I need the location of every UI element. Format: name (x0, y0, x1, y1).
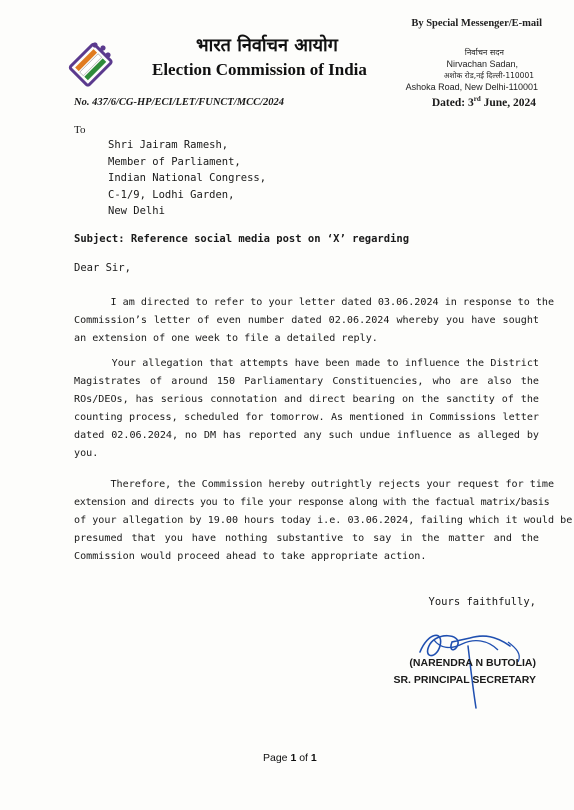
body-paragraph-3 (74, 476, 573, 566)
body-paragraph-2 (74, 355, 539, 463)
address-hindi-line1: निर्वाचन सदन (464, 48, 504, 57)
address-hindi-line2: अशोक रोड,नई दिल्ली-110001 (443, 71, 534, 80)
address-english-line2: Ashoka Road, New Delhi-110001 (405, 82, 538, 92)
subject-line: Subject: Reference social media post on ‘X’ regarding (74, 233, 410, 245)
paragraph-line: an extension of one week to file a detailed reply. (74, 333, 378, 344)
org-name-english: Election Commission of India (152, 60, 367, 79)
paragraph-line: Your allegation that attempts have been made to influence the District (74, 358, 539, 369)
address-english-line1: Nirvachan Sadan, (446, 59, 518, 69)
recipient-line: C-1/9, Lodhi Garden, (108, 188, 235, 201)
paragraph-line: dated 02.06.2024, no DM has reported any such undue influence as alleged by (74, 430, 539, 441)
to-label: To (74, 124, 86, 136)
paragraph-line: extension and directs you to file your response along with the factual matrix/basis (74, 497, 550, 508)
signatory-title: SR. PRINCIPAL SECRETARY (393, 674, 536, 686)
org-name-hindi: भारत निर्वाचन आयोग (196, 35, 338, 56)
paragraph-line: Magistrates of around 150 Parliamentary Constituencies, who are also the (74, 376, 539, 387)
letter-date: Dated: 3rd June, 2024 (431, 95, 536, 109)
signatory-name: (NARENDRA N BUTOLIA) (409, 657, 536, 669)
paragraph-line: I am directed to refer to your letter dated 03.06.2024 in response to the (74, 297, 555, 308)
paragraph-line: presumed that you have nothing substantive to say in the matter and the (74, 533, 539, 544)
paragraph-line: of your allegation by 19.00 hours today i.e. 03.06.2024, failing which it would be (74, 515, 573, 526)
reference-number: No. 437/6/CG-HP/ECI/LET/FUNCT/MCC/2024 (74, 97, 285, 108)
paragraph-line: ROs/DEOs, has serious connotation and direct bearing on the sanctity of the (74, 394, 539, 405)
page-number: Page 1 of 1 (263, 752, 317, 764)
paragraph-line: you. (74, 448, 99, 459)
paragraph-line: counting process, scheduled for tomorrow. As mentioned in Commissions letter (74, 412, 539, 423)
recipient-address (108, 137, 266, 220)
recipient-line: Indian National Congress, (108, 172, 267, 184)
body-paragraph-1 (74, 294, 555, 348)
closing-phrase: Yours faithfully, (428, 596, 536, 608)
recipient-line: Shri Jairam Ramesh, (108, 139, 229, 151)
paragraph-line: Commission would proceed ahead to take appropriate action. (74, 551, 427, 562)
delivery-mode: By Special Messenger/E-mail (411, 18, 542, 29)
eci-logo-icon (64, 38, 116, 90)
recipient-line: New Delhi (108, 205, 165, 217)
paragraph-line: Commission’s letter of even number dated 02.06.2024 whereby you have sought (74, 315, 539, 326)
recipient-line: Member of Parliament, (108, 155, 241, 168)
paragraph-line: Therefore, the Commission hereby outrightly rejects your request for time (74, 479, 555, 490)
salutation: Dear Sir, (74, 262, 131, 274)
